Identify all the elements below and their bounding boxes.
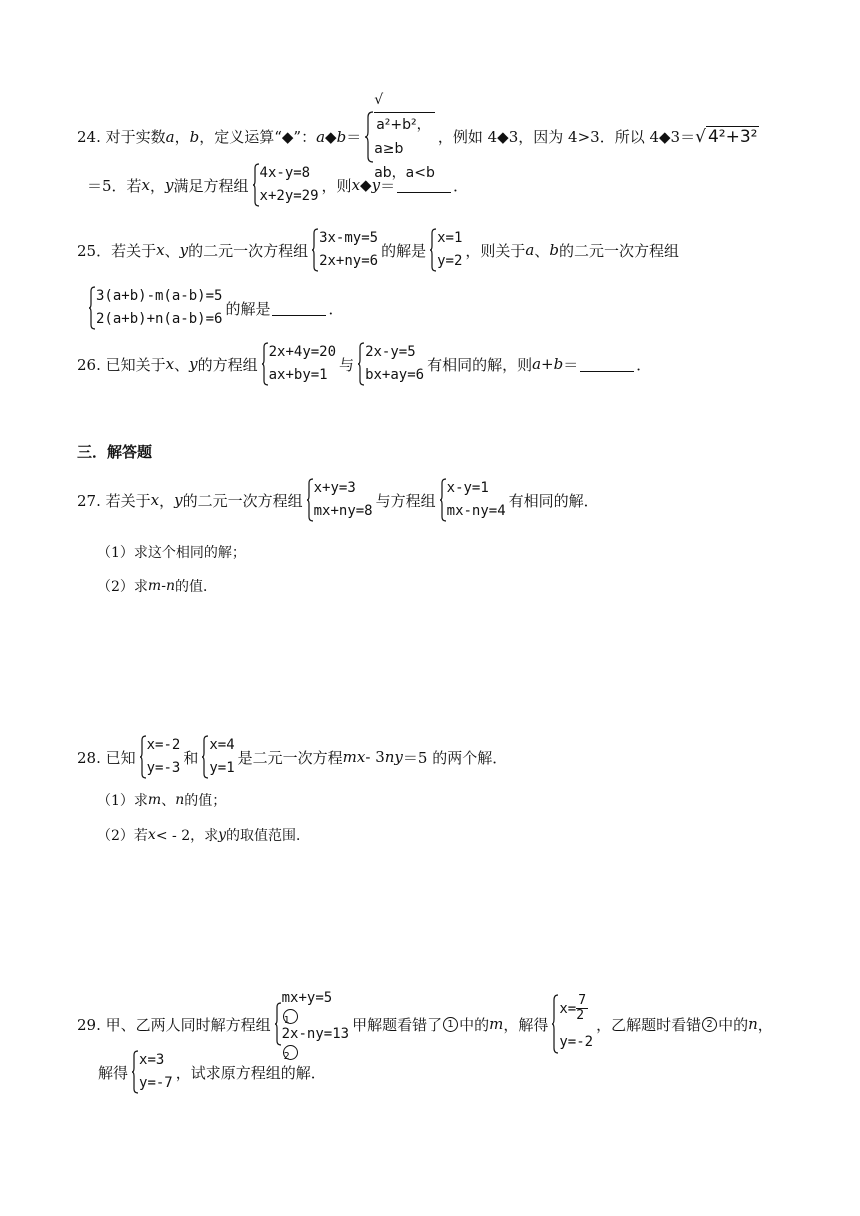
q29-text: ， xyxy=(757,1015,773,1034)
q26-text: 26. 已知关于 xyxy=(77,355,166,374)
var-y: y xyxy=(165,176,174,194)
var-y: y xyxy=(371,176,381,194)
q25-text: 的解是 xyxy=(381,241,427,260)
equation-row: x+2y=29 xyxy=(259,188,319,204)
q28-text: 是二元一次方程 xyxy=(237,748,343,767)
var-n: n xyxy=(165,578,175,594)
q29-text: ，乙解题时看错 xyxy=(596,1015,702,1034)
q26-text: 的方程组 xyxy=(197,355,258,374)
q24-text: ， xyxy=(150,176,166,195)
var-x: x xyxy=(165,355,175,373)
equation-row: 2x+4y=20 xyxy=(268,344,337,360)
q29-text: ，解得 xyxy=(503,1015,549,1034)
equation-row: y=-2 xyxy=(559,1034,594,1050)
q25-text: 的解是 xyxy=(225,299,271,318)
q28-sub-1 xyxy=(97,790,226,810)
equation-row: y=-7 xyxy=(139,1075,173,1091)
sqrt-expression: √ 4²+3² xyxy=(695,127,758,147)
left-brace-icon xyxy=(429,228,437,272)
circled-number-2: 2 xyxy=(283,1045,298,1060)
circled-number-1: 1 xyxy=(443,1017,458,1032)
section-heading: 三．解答题 xyxy=(77,443,153,461)
answer-blank xyxy=(272,301,326,316)
equation-row: 4x-y=8 xyxy=(259,165,311,181)
var-x: x xyxy=(147,827,156,843)
var-b: b xyxy=(549,241,559,259)
q28-text: ＝5 的两个解． xyxy=(402,748,508,767)
var-n: n xyxy=(175,792,185,808)
equation-system xyxy=(311,228,378,272)
left-brace-icon xyxy=(306,478,314,522)
equation-row: x=4 xyxy=(209,737,235,753)
equation-row: 2x+ny=6 xyxy=(319,253,379,269)
q24-text: ＝ xyxy=(380,176,396,195)
equation-row: bx+ay=6 xyxy=(365,367,425,383)
q25-text: ． xyxy=(328,299,344,318)
case-condition: a≥b xyxy=(374,141,404,157)
solution-system xyxy=(429,228,462,272)
equation-row: 2(a+b)+n(a-b)=6 xyxy=(96,311,223,327)
var-a: a xyxy=(316,127,326,146)
solution-system xyxy=(139,735,181,779)
q28-text: < - 2，求 xyxy=(155,828,219,844)
solution-system xyxy=(551,994,593,1054)
equation-row: y=-3 xyxy=(146,760,181,776)
case-row-2: ab，a<b xyxy=(374,165,435,181)
q24-text: ，例如 4◆3，因为 4>3．所以 4◆3＝ xyxy=(437,128,696,146)
q27-sub-2 xyxy=(97,576,217,596)
q24-text: ＝ xyxy=(346,128,362,146)
equation-row: 3x-my=5 xyxy=(319,230,379,246)
q25-text: 25．若关于 xyxy=(77,241,157,260)
q28-text: 的值； xyxy=(184,793,227,809)
q27-sub-1: （1）求这个相同的解； xyxy=(97,545,246,561)
q28-text: - 3 xyxy=(365,748,385,766)
fraction: $\frac{7}{2}$ xyxy=(576,993,587,1023)
left-brace-icon xyxy=(551,994,559,1054)
diamond-operator: ◆ xyxy=(360,176,372,194)
q26-line xyxy=(77,342,651,386)
sqrt-expression: √ a²+b²， xyxy=(374,88,435,137)
q29-text: 中的 xyxy=(718,1015,749,1034)
equation-row: x=3 xyxy=(139,1052,165,1068)
q27-text: - xyxy=(161,578,166,594)
q26-text: ． xyxy=(636,355,652,374)
q27-text: （2）求 xyxy=(97,579,148,595)
q25-line1 xyxy=(77,228,783,272)
left-brace-icon xyxy=(439,478,447,522)
var-a: a xyxy=(525,241,535,259)
var-x: x xyxy=(351,176,361,194)
left-brace-icon xyxy=(201,735,209,779)
q24-text: ，定义运算“◆”： xyxy=(199,128,317,146)
equation-row: x=-2 xyxy=(146,737,181,753)
left-brace-icon xyxy=(261,342,269,386)
q29-text: 29. 甲、乙两人同时解方程组 xyxy=(77,1015,271,1034)
q28-text: 、 xyxy=(161,793,176,809)
q28-text: 28. 已知 xyxy=(77,748,136,767)
q29-text: 中的 xyxy=(459,1015,490,1034)
var-y: y xyxy=(189,355,198,373)
q27-text: 27. 若关于 xyxy=(77,491,151,510)
answer-blank xyxy=(580,357,634,372)
left-brace-icon xyxy=(139,735,147,779)
equation-row: 2x-y=5 xyxy=(365,344,416,360)
q24-text: 满足方程组 xyxy=(173,176,249,195)
q28-text: 和 xyxy=(183,748,199,767)
var-m: m xyxy=(489,1015,504,1033)
q26-text: 与 xyxy=(339,355,355,374)
circled-number-1: 1 xyxy=(283,1009,298,1024)
equation-row: x+y=3 xyxy=(313,480,356,496)
var-m: m xyxy=(147,578,162,594)
q24-text: ，则 xyxy=(321,176,352,195)
equation-system xyxy=(306,478,373,522)
q26-text: 有相同的解，则 xyxy=(427,355,533,374)
solution-system xyxy=(131,1050,173,1094)
equation-row: y=2 xyxy=(437,253,463,269)
var-a: a xyxy=(165,127,175,146)
q25-text: 的二元一次方程组 xyxy=(188,241,309,260)
q28-text: （2）若 xyxy=(97,828,148,844)
q29-text: ，试求原方程组的解． xyxy=(175,1063,326,1082)
equation-system xyxy=(261,342,336,386)
q27-text: 的二元一次方程组 xyxy=(182,491,303,510)
var-x: x xyxy=(156,241,165,259)
q27-text: 与方程组 xyxy=(375,491,436,510)
q29-text: 甲解题看错了 xyxy=(352,1015,443,1034)
equation-row: 2x-ny=13 2 xyxy=(281,1026,350,1062)
equation-system xyxy=(357,342,424,386)
equation-system xyxy=(88,286,222,330)
q28-sub-2 xyxy=(97,825,310,845)
q24-line2 xyxy=(87,163,468,207)
equation-row: ax+by=1 xyxy=(268,367,328,383)
solution-system xyxy=(201,735,234,779)
var-n: n xyxy=(748,1015,758,1033)
q25-text: ，则关于 xyxy=(465,241,526,260)
equation-row: mx+ny=8 xyxy=(313,503,373,519)
q27-text: ， xyxy=(159,491,175,510)
left-brace-icon xyxy=(311,228,319,272)
var-m: m xyxy=(147,792,162,808)
q26-text: ＝ xyxy=(563,355,579,374)
q27-text: 有相同的解． xyxy=(508,491,599,510)
term-mx: mx xyxy=(342,748,366,766)
equation-row: x=1 xyxy=(437,230,463,246)
equation-system xyxy=(439,478,506,522)
var-b: b xyxy=(189,127,200,146)
q29-text: 解得 xyxy=(98,1063,129,1082)
q25-text: 的二元一次方程组 xyxy=(559,241,680,260)
q29-line2 xyxy=(98,1050,326,1094)
q25-text: 、 xyxy=(164,241,180,260)
left-brace-icon xyxy=(131,1050,139,1094)
q25-text: 、 xyxy=(534,241,550,260)
left-brace-icon xyxy=(357,342,365,386)
case-row-1 xyxy=(374,88,435,161)
var-y: y xyxy=(218,827,227,843)
var-x: x xyxy=(150,491,160,509)
q24-text: ． xyxy=(453,176,469,195)
circled-number-2: 2 xyxy=(702,1017,717,1032)
q28-text: 的取值范围． xyxy=(226,828,311,844)
equation-row: mx+y=5 1 xyxy=(281,990,333,1026)
q28-text: （1）求 xyxy=(97,793,148,809)
var-x: x xyxy=(141,176,151,194)
q24-text: ＝5．若 xyxy=(87,176,142,195)
var-b: b xyxy=(336,127,347,146)
term-ny: ny xyxy=(384,748,403,766)
equation-row: x= $\frac{7}{2}$ xyxy=(559,993,587,1023)
equation-row: mx-ny=4 xyxy=(446,503,506,519)
q26-text: 、 xyxy=(174,355,190,374)
diamond-operator: ◆ xyxy=(325,127,337,146)
equation-row: x-y=1 xyxy=(446,480,489,496)
q25-line2 xyxy=(88,286,343,330)
var-y: y xyxy=(179,241,189,259)
var-y: y xyxy=(174,491,183,509)
q27-text: 的值． xyxy=(174,579,217,595)
var-a-plus-b: a+b xyxy=(532,355,564,373)
q28-line xyxy=(77,735,507,779)
equation-system xyxy=(252,163,319,207)
left-brace-icon xyxy=(252,163,260,207)
q27-line xyxy=(77,478,599,522)
answer-blank xyxy=(397,178,451,193)
q24-text: 24. 对于实数 xyxy=(77,128,166,146)
equation-row: 3(a+b)-m(a-b)=5 xyxy=(96,288,223,304)
left-brace-icon xyxy=(88,286,96,330)
equation-row: y=1 xyxy=(209,760,235,776)
q24-text: ， xyxy=(174,128,190,146)
